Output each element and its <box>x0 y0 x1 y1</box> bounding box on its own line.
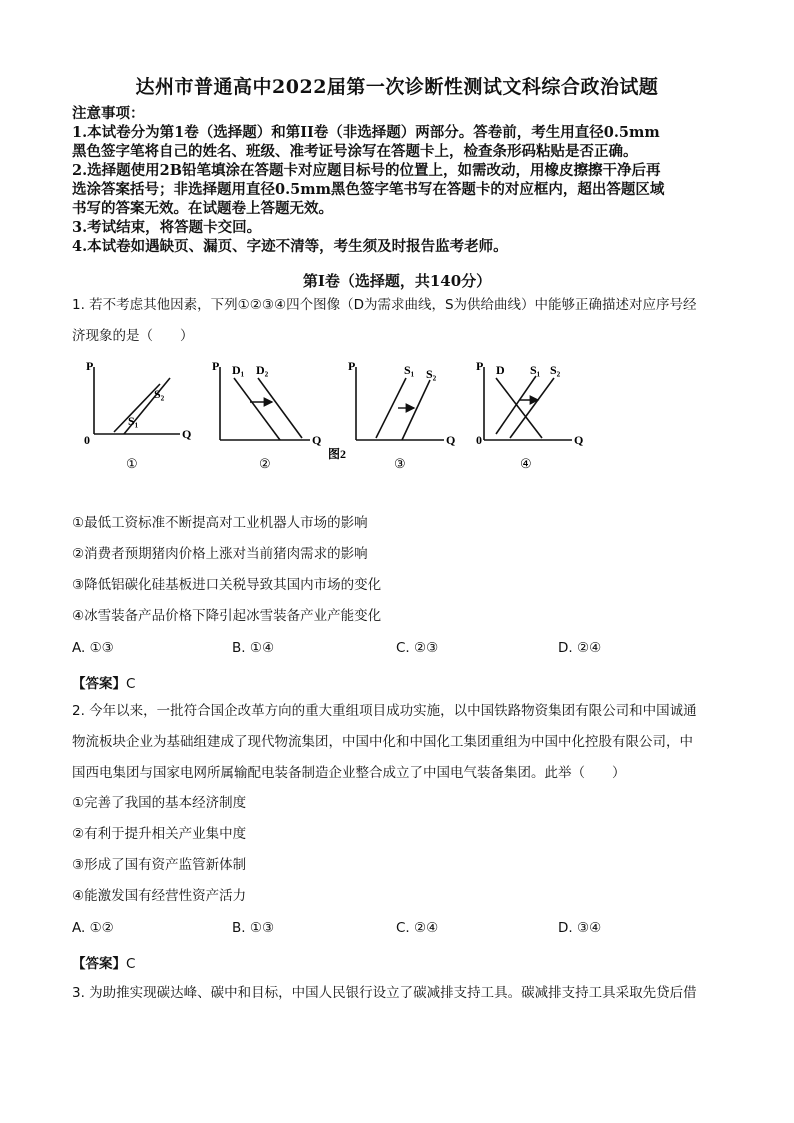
question-2-stem <box>72 696 732 789</box>
option-d[interactable]: D. ②④ <box>558 640 602 656</box>
axis-label-q: Q <box>574 433 584 447</box>
graph-number: ④ <box>520 456 532 471</box>
answer-value: C <box>126 956 136 972</box>
question-2-answer <box>72 952 135 972</box>
stem-line: 2. 今年以来，一批符合国企改革方向的重大重组项目成功实施，以中国铁路物资集团有限公司和中国诚通 <box>72 703 697 719</box>
question-2-items <box>72 788 732 912</box>
stem-line: 物流板块企业为基础组建成了现代物流集团，中国中化和中国化工集团重组为中国中化控股有限公司，中 <box>72 734 693 750</box>
notes-heading: 注意事项： <box>72 105 145 122</box>
curve-s2 <box>402 380 430 440</box>
option-d[interactable]: D. ③④ <box>558 920 602 936</box>
item-line: ③降低铝碳化硅基板进口关税导致其国内市场的变化 <box>72 577 382 593</box>
question-3-stem <box>72 978 732 1009</box>
notes-block <box>72 104 732 256</box>
curve-d <box>496 378 542 438</box>
curve-label-d2: D₂ <box>256 363 269 377</box>
figure-caption: 图2 <box>328 447 347 461</box>
graph-1 <box>84 359 191 471</box>
curve-label-s2: S₂ <box>550 363 561 377</box>
item-line: ④能激发国有经营性资产活力 <box>72 888 247 904</box>
axis-label-p: P <box>476 359 484 373</box>
page-title: 达州市普通高中2022届第一次诊断性测试文科综合政治试题 <box>135 76 659 98</box>
axis-label-p: P <box>212 359 220 373</box>
origin-label: 0 <box>84 433 90 447</box>
notes-line: 2.选择题使用2B铅笔填涂在答题卡对应题目标号的位置上，如需改动，用橡皮擦擦干净后再 <box>72 162 661 179</box>
notes-line: 4.本试卷如遇缺页、漏页、字迹不清等，考生须及时报告监考老师。 <box>72 238 508 255</box>
curve-label-s1: S₁ <box>404 363 415 377</box>
answer-tag: 【答案】 <box>72 676 126 692</box>
notes-line: 1.本试卷分为第1卷（选择题）和第II卷（非选择题）两部分。答卷前，考生用直径0.5mm <box>72 124 660 141</box>
answer-tag: 【答案】 <box>72 956 126 972</box>
item-line: ①完善了我国的基本经济制度 <box>72 795 247 811</box>
item-line: ②有利于提升相关产业集中度 <box>72 826 247 842</box>
option-b[interactable]: B. ①③ <box>232 920 275 936</box>
supply-demand-figure <box>72 352 592 477</box>
question-1-items <box>72 508 732 632</box>
stem-line: 1. 若不考虑其他因素，下列①②③④四个图像（D为需求曲线，S为供给曲线）中能够正确描述对应序号经 <box>72 297 697 313</box>
section-heading: 第Ⅰ卷（选择题，共140分） <box>302 272 492 290</box>
curve-label-d: D <box>496 363 505 377</box>
stem-line: 3. 为助推实现碳达峰、碳中和目标，中国人民银行设立了碳减排支持工具。碳减排支持工具采取先贷后借 <box>72 985 697 1001</box>
item-line: ①最低工资标准不断提高对工业机器人市场的影响 <box>72 515 368 531</box>
option-a[interactable]: A. ①③ <box>72 640 114 656</box>
notes-line: 书写的答案无效。在试题卷上答题无效。 <box>72 200 333 217</box>
question-1-stem <box>72 290 732 352</box>
curve-s2 <box>510 378 554 438</box>
stem-line: 国西电集团与国家电网所属输配电装备制造企业整合成立了中国电气装备集团。此举（ ） <box>72 765 626 781</box>
curve-label-d1: D₁ <box>232 363 245 377</box>
notes-line: 黑色签字笔将自己的姓名、班级、准考证号涂写在答题卡上，检查条形码粘贴是否正确。 <box>72 143 638 160</box>
item-line: ③形成了国有资产监管新体制 <box>72 857 247 873</box>
stem-line: 济现象的是（ ） <box>72 328 194 344</box>
option-c[interactable]: C. ②④ <box>396 920 439 936</box>
option-c[interactable]: C. ②③ <box>396 640 439 656</box>
graph-number: ① <box>126 456 138 471</box>
curve-label-s1: S₁ <box>128 414 139 428</box>
curve-d1 <box>234 378 280 440</box>
item-line: ②消费者预期猪肉价格上涨对当前猪肉需求的影响 <box>72 546 368 562</box>
origin-label: 0 <box>476 433 482 447</box>
graph-3 <box>348 359 455 471</box>
axis-label-p: P <box>348 359 356 373</box>
curve-d2 <box>258 378 302 438</box>
answer-value: C <box>126 676 136 692</box>
item-line: ④冰雪装备产品价格下降引起冰雪装备产业产能变化 <box>72 608 382 624</box>
graph-2 <box>212 359 321 471</box>
curve-label-s2: S₂ <box>426 367 437 381</box>
notes-line: 3.考试结束，将答题卡交回。 <box>72 219 262 236</box>
curve-label-s1: S₁ <box>530 363 541 377</box>
curve-label-s2: S₂ <box>154 387 165 401</box>
axis-label-q: Q <box>312 433 322 447</box>
axis-label-q: Q <box>446 433 456 447</box>
question-1-answer <box>72 672 135 692</box>
notes-line: 选涂答案括号；非选择题用直径0.5mm黑色签字笔书写在答题卡的对应框内，超出答题区域 <box>72 181 665 198</box>
graph-number: ③ <box>394 456 406 471</box>
option-a[interactable]: A. ①② <box>72 920 114 936</box>
option-b[interactable]: B. ①④ <box>232 640 275 656</box>
axis-label-p: P <box>86 359 94 373</box>
graph-number: ② <box>259 456 271 471</box>
graph-4 <box>476 359 583 471</box>
axis-label-q: Q <box>182 427 192 441</box>
